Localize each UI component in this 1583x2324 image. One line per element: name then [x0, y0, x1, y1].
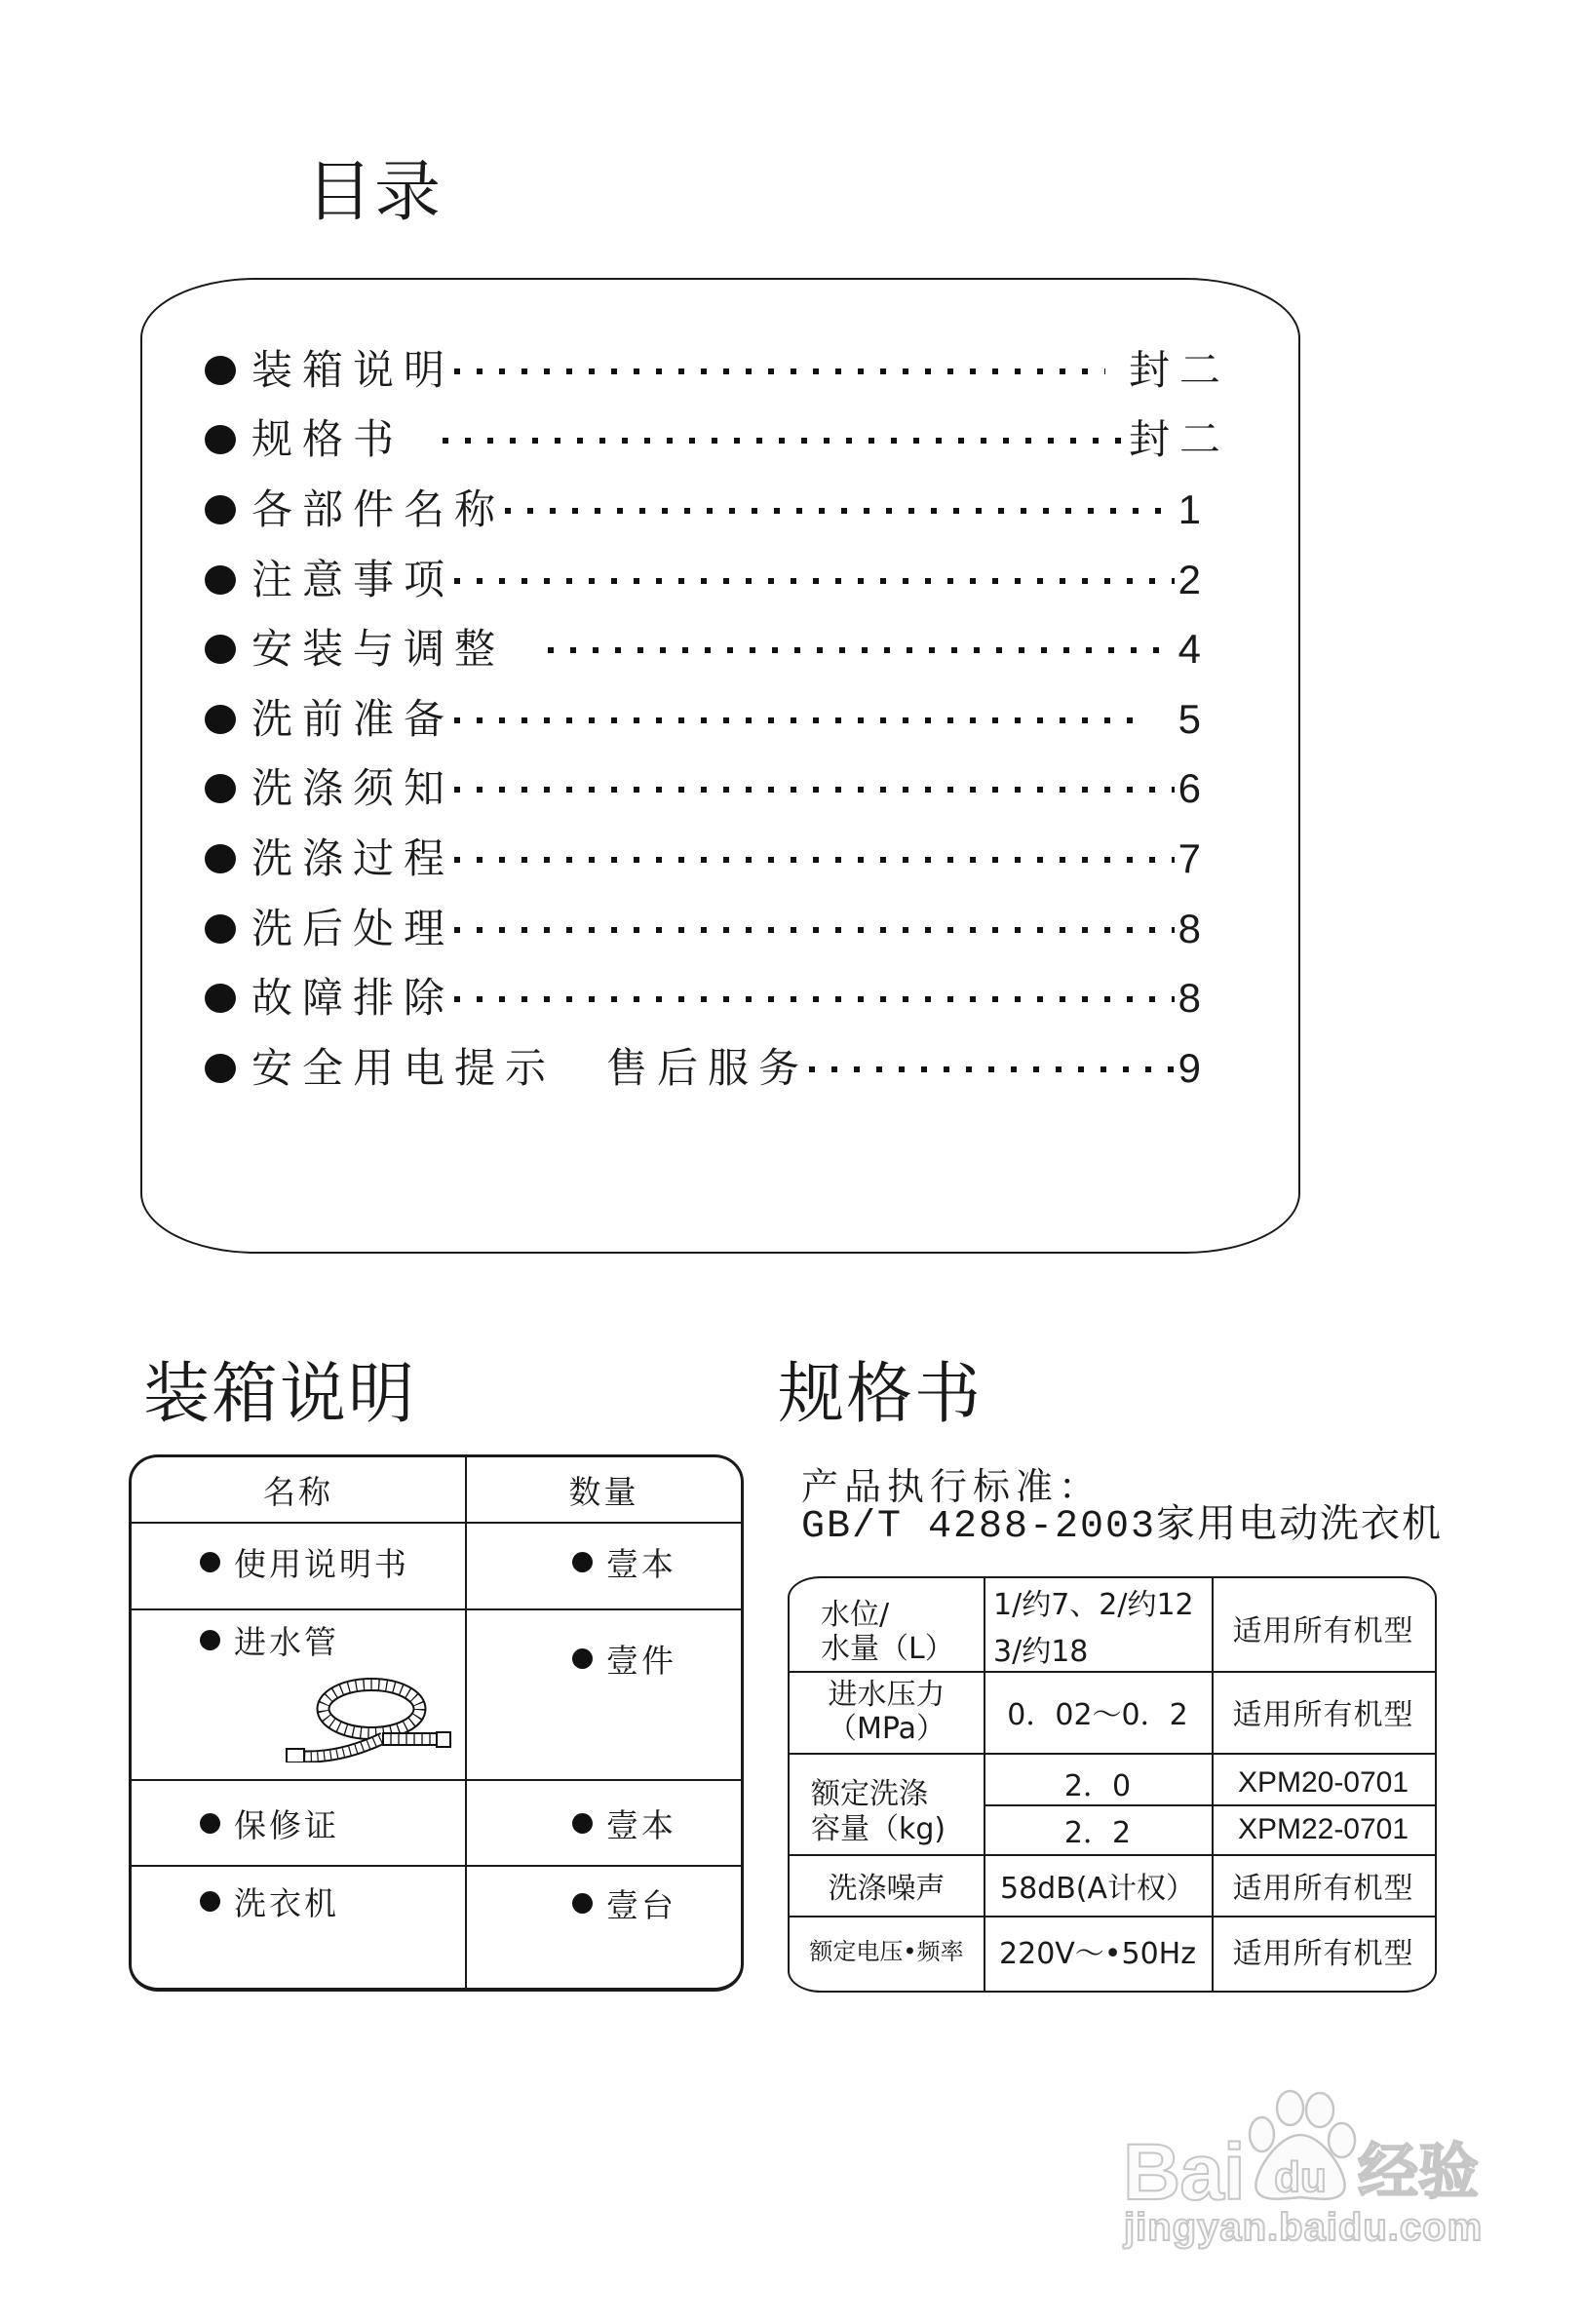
toc-box [140, 278, 1300, 1254]
dot-leader [809, 1066, 1175, 1072]
standard-label: 产品执行标准： [801, 1465, 1102, 1508]
spec-value [984, 1578, 1212, 1671]
toc-item-label: 洗涤过程 [251, 833, 455, 882]
toc-item-label: 规格书 [251, 415, 405, 464]
watermark-brand-cn: 经验 [1358, 2136, 1480, 2207]
dot-leader [548, 647, 1175, 653]
bullet-icon [200, 1813, 220, 1834]
toc-item-label: 各部件名称 [251, 484, 506, 533]
packing-item-qty [572, 1803, 676, 1842]
bullet-icon [205, 635, 236, 664]
bullet-icon [205, 844, 236, 873]
toc-item [205, 755, 1230, 825]
baidu-paw-icon [1246, 2084, 1361, 2205]
toc-item-label: 故障排除 [251, 974, 455, 1023]
item-name: 进水管 [234, 1622, 339, 1661]
toc-item-page: 9 [1178, 1044, 1201, 1091]
bullet-icon [572, 1893, 593, 1914]
packing-item-name [200, 1881, 339, 1920]
toc-item-page: 5 [1178, 695, 1201, 742]
packing-item-name [200, 1620, 339, 1659]
toc-item-page: 8 [1178, 975, 1201, 1022]
packing-item-qty [572, 1542, 676, 1581]
packing-item-qty [572, 1883, 676, 1922]
bullet-icon [205, 425, 236, 454]
item-qty: 壹件 [606, 1641, 676, 1680]
spec-value: 2．0 [1063, 1768, 1132, 1803]
toc-item-label: 洗前准备 [251, 694, 455, 743]
item-name: 保修证 [234, 1805, 339, 1844]
toc-item-label: 安全用电提示 售后服务 [251, 1043, 810, 1092]
toc-item [205, 545, 1230, 615]
spec-value-line: 3/约18 [993, 1635, 1089, 1669]
toc-title: 目录 [306, 154, 444, 231]
bullet-icon [205, 356, 236, 385]
watermark-url: jingyan.baidu.com [1124, 2206, 1484, 2249]
spec-value: 220V～•50Hz [999, 1936, 1196, 1971]
bullet-icon [200, 1891, 220, 1912]
spec-value-line: 1/约7、2/约12 [993, 1588, 1194, 1622]
toc-item [205, 406, 1230, 476]
table-divider [132, 1779, 741, 1781]
spec-param [790, 1753, 984, 1854]
spec-value: 2．2 [1063, 1815, 1132, 1850]
dot-leader [505, 508, 1175, 514]
spec-param-line: （MPa） [827, 1712, 946, 1746]
toc-item [205, 684, 1230, 755]
spec-param [790, 1578, 984, 1671]
toc-item-label: 注意事项 [251, 555, 455, 603]
column-header-qty: 数量 [568, 1472, 639, 1511]
spec-param [790, 1671, 984, 1753]
dot-leader [454, 578, 1175, 584]
bullet-icon [205, 984, 236, 1013]
toc-list [205, 335, 1230, 1104]
dot-leader [454, 927, 1175, 933]
toc-item-page: 8 [1178, 905, 1201, 951]
bullet-icon [205, 495, 236, 524]
spec-model: XPM22-0701 [1237, 1812, 1409, 1845]
packing-table [129, 1454, 744, 1992]
dot-leader [454, 857, 1175, 863]
bullet-icon [572, 1813, 593, 1834]
bullet-icon [205, 565, 236, 595]
toc-item-page: 1 [1178, 485, 1201, 532]
toc-item [205, 335, 1230, 406]
table-divider [132, 1608, 741, 1610]
item-qty: 壹本 [606, 1805, 676, 1844]
toc-item-page: 封二 [1128, 345, 1230, 394]
column-header-name: 名称 [263, 1472, 333, 1511]
specs-heading: 规格书 [778, 1356, 984, 1433]
bullet-icon [572, 1552, 593, 1572]
toc-item-label: 洗后处理 [251, 904, 455, 952]
toc-item-page: 4 [1178, 626, 1201, 673]
toc-item [205, 824, 1230, 894]
spec-param-line: 容量（kg) [811, 1812, 946, 1846]
packing-item-qty [572, 1639, 676, 1678]
bullet-icon [205, 705, 236, 734]
toc-item [205, 614, 1230, 684]
bullet-icon [572, 1648, 593, 1669]
bullet-icon [205, 914, 236, 944]
spec-param-line: 水位/ [821, 1598, 890, 1632]
toc-item-page: 7 [1178, 834, 1201, 881]
dot-leader [454, 996, 1175, 1002]
table-divider [465, 1457, 467, 1988]
spec-param: 洗涤噪声 [828, 1871, 946, 1906]
toc-item [205, 475, 1230, 545]
spec-param: 额定电压•频率 [809, 1938, 964, 1965]
toc-item [205, 963, 1230, 1033]
spec-model: XPM20-0701 [1237, 1765, 1409, 1799]
spec-param-line: 水量（L） [821, 1632, 954, 1666]
toc-item-page: 2 [1178, 556, 1201, 602]
bullet-icon [205, 1054, 236, 1083]
item-name: 洗衣机 [234, 1883, 339, 1922]
packing-item-name [200, 1542, 409, 1581]
watermark-brand-text: Bai [1123, 2128, 1245, 2217]
spec-scope: 适用所有机型 [1232, 1698, 1414, 1732]
item-qty: 壹本 [606, 1544, 676, 1583]
item-qty: 壹台 [606, 1885, 676, 1924]
toc-item [205, 1033, 1230, 1104]
table-divider [132, 1522, 741, 1524]
spec-scope: 适用所有机型 [1232, 1613, 1414, 1648]
spec-param-line: 进水压力 [828, 1678, 946, 1712]
toc-item [205, 894, 1230, 964]
bullet-icon [200, 1630, 220, 1650]
spec-scope: 适用所有机型 [1232, 1936, 1414, 1971]
spec-param-line: 额定洗涤 [811, 1777, 928, 1811]
toc-item-page: 封二 [1128, 415, 1230, 464]
spec-value: 0．02～0．2 [1007, 1698, 1188, 1732]
spec-value: 58dB(A计权） [999, 1871, 1196, 1906]
table-divider [132, 1865, 741, 1867]
toc-item-label: 洗涤须知 [251, 764, 455, 813]
toc-item-page: 6 [1178, 765, 1201, 812]
toc-item-label: 装箱说明 [251, 345, 455, 394]
item-name: 使用说明书 [234, 1544, 409, 1583]
toc-item-label: 安装与调整 [251, 625, 506, 674]
packing-heading: 装箱说明 [143, 1356, 417, 1433]
spec-scope: 适用所有机型 [1232, 1871, 1414, 1906]
bullet-icon [205, 774, 236, 803]
standard-value: GB/T 4288-2003家用电动洗衣机 [801, 1505, 1444, 1549]
hose-icon [286, 1663, 452, 1762]
dot-leader [443, 438, 1125, 444]
dot-leader [454, 717, 1140, 723]
bullet-icon [200, 1552, 220, 1572]
dot-leader [454, 787, 1175, 793]
specs-table [788, 1576, 1437, 1993]
packing-item-name [200, 1803, 339, 1842]
dot-leader [454, 368, 1105, 374]
watermark-paw-text: du [1274, 2153, 1327, 2201]
